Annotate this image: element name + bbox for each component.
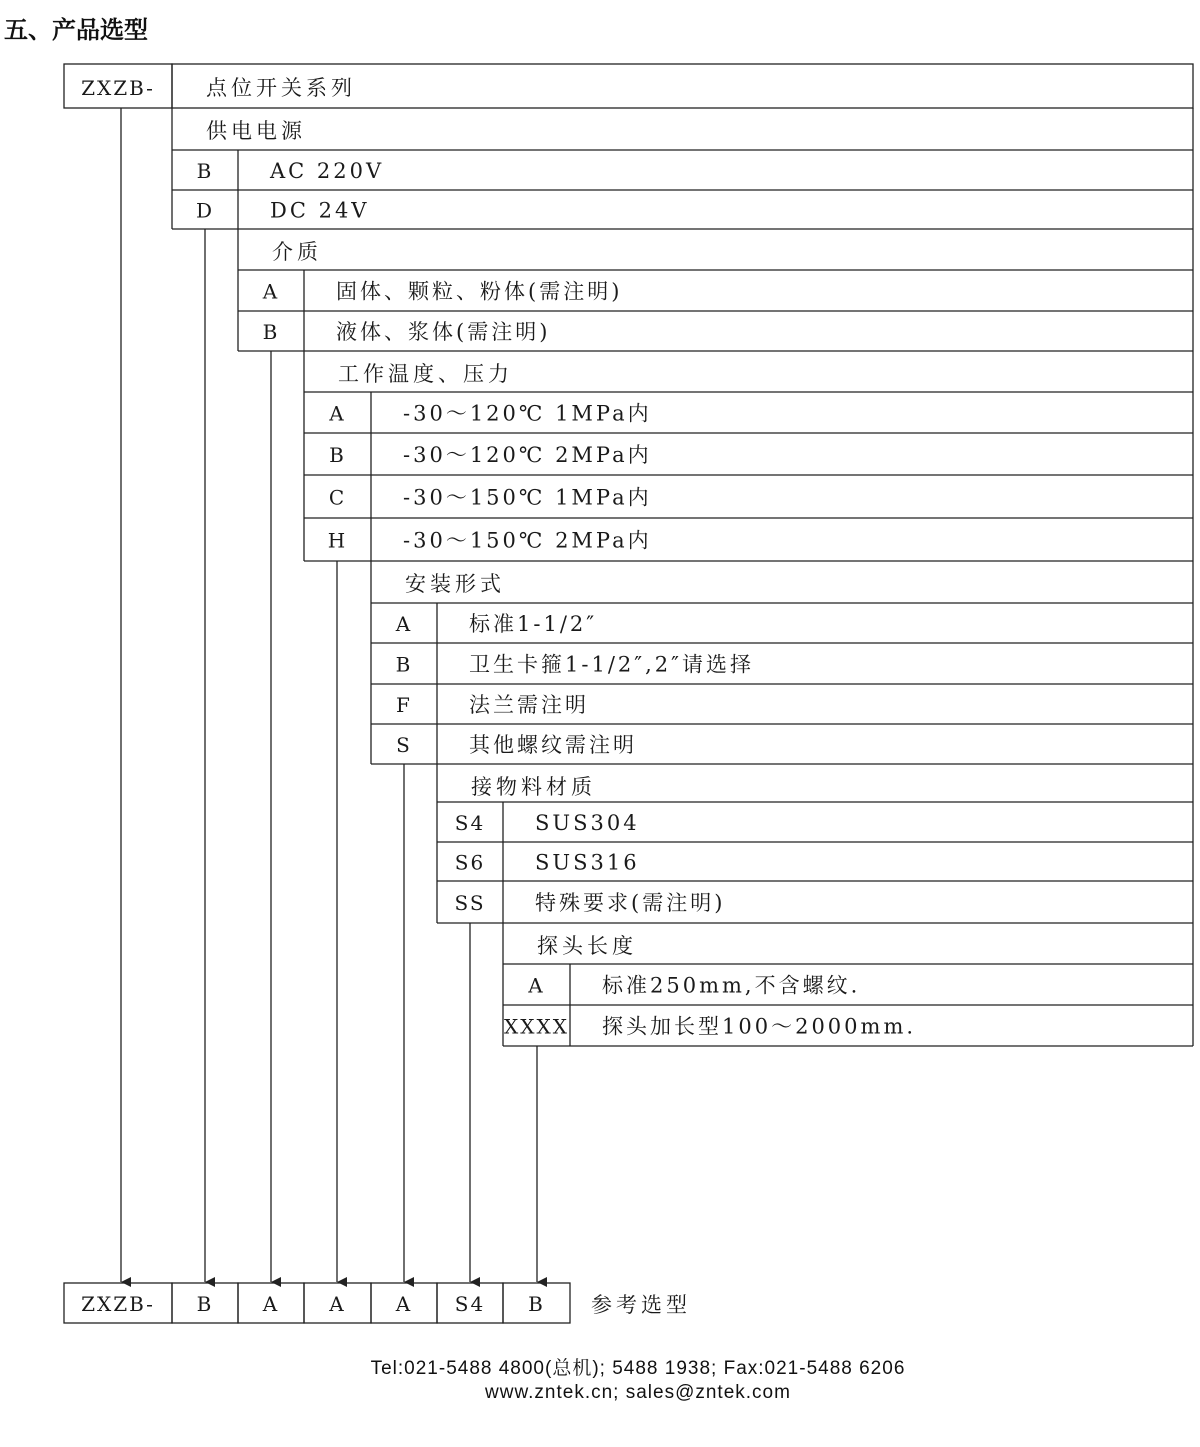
group-heading: 安装形式 — [405, 572, 505, 596]
group-heading: 供电电源 — [206, 119, 306, 143]
option-code: S6 — [454, 850, 486, 875]
option-code: A — [528, 973, 545, 998]
example-code: B — [528, 1292, 545, 1316]
option-code: B — [262, 320, 280, 344]
example-code: A — [329, 1292, 346, 1316]
option-description: 特殊要求(需注明) — [535, 891, 726, 915]
option-description: 固体、颗粒、粉体(需注明) — [336, 279, 623, 304]
option-description: DC 24V — [270, 198, 370, 223]
option-code: C — [328, 485, 347, 510]
option-code: B — [395, 652, 413, 677]
example-code: S4 — [454, 1292, 486, 1316]
option-code: A — [329, 401, 346, 426]
option-code: F — [396, 693, 412, 717]
example-code: A — [395, 1292, 413, 1316]
contact-phone-line: Tel:021-5488 4800(总机); 5488 1938; Fax:021-5488 6206 — [370, 1358, 906, 1379]
option-code: A — [262, 279, 280, 304]
option-description: -30～150℃ 1MPa内 — [403, 485, 652, 510]
example-label: 参考选型 — [591, 1293, 691, 1317]
group-heading: 工作温度、压力 — [338, 362, 513, 386]
option-code: H — [327, 528, 348, 553]
option-description: 探头加长型100～2000mm. — [602, 1014, 917, 1039]
contact-web-line: www.zntek.cn; sales@zntek.com — [485, 1382, 791, 1403]
option-code: A — [395, 612, 413, 636]
option-code: B — [329, 443, 346, 467]
example-code: B — [196, 1292, 214, 1316]
option-code: D — [195, 198, 215, 223]
option-description: SUS316 — [535, 850, 640, 875]
example-code: ZXZB- — [81, 1292, 155, 1316]
option-code: XXXX — [504, 1014, 569, 1039]
option-description: 法兰需注明 — [469, 693, 589, 717]
series-name: 点位开关系列 — [206, 76, 356, 100]
group-heading: 接物料材质 — [471, 775, 596, 799]
option-code: B — [196, 159, 214, 183]
option-description: 其他螺纹需注明 — [469, 733, 637, 757]
model-prefix: ZXZB- — [81, 76, 155, 100]
group-heading: 探头长度 — [537, 934, 637, 958]
option-code: S — [396, 733, 412, 757]
section-title: 五、产品选型 — [4, 16, 148, 44]
example-model-code — [64, 1283, 691, 1323]
example-code: A — [262, 1292, 280, 1316]
option-description: -30～120℃ 2MPa内 — [403, 443, 652, 467]
model-code-table — [64, 64, 1193, 1046]
option-description: 标准1-1/2″ — [469, 612, 598, 636]
option-description: 液体、浆体(需注明) — [336, 320, 551, 344]
option-description: -30～150℃ 2MPa内 — [403, 528, 652, 553]
option-description: SUS304 — [535, 811, 640, 835]
option-code: SS — [454, 891, 486, 915]
option-description: 标准250mm,不含螺纹. — [602, 973, 861, 998]
option-code: S4 — [454, 811, 486, 835]
option-description: AC 220V — [270, 159, 385, 183]
option-description: -30～120℃ 1MPa内 — [403, 401, 652, 426]
group-heading: 介质 — [272, 240, 322, 264]
option-description: 卫生卡箍1-1/2″,2″请选择 — [469, 652, 754, 677]
